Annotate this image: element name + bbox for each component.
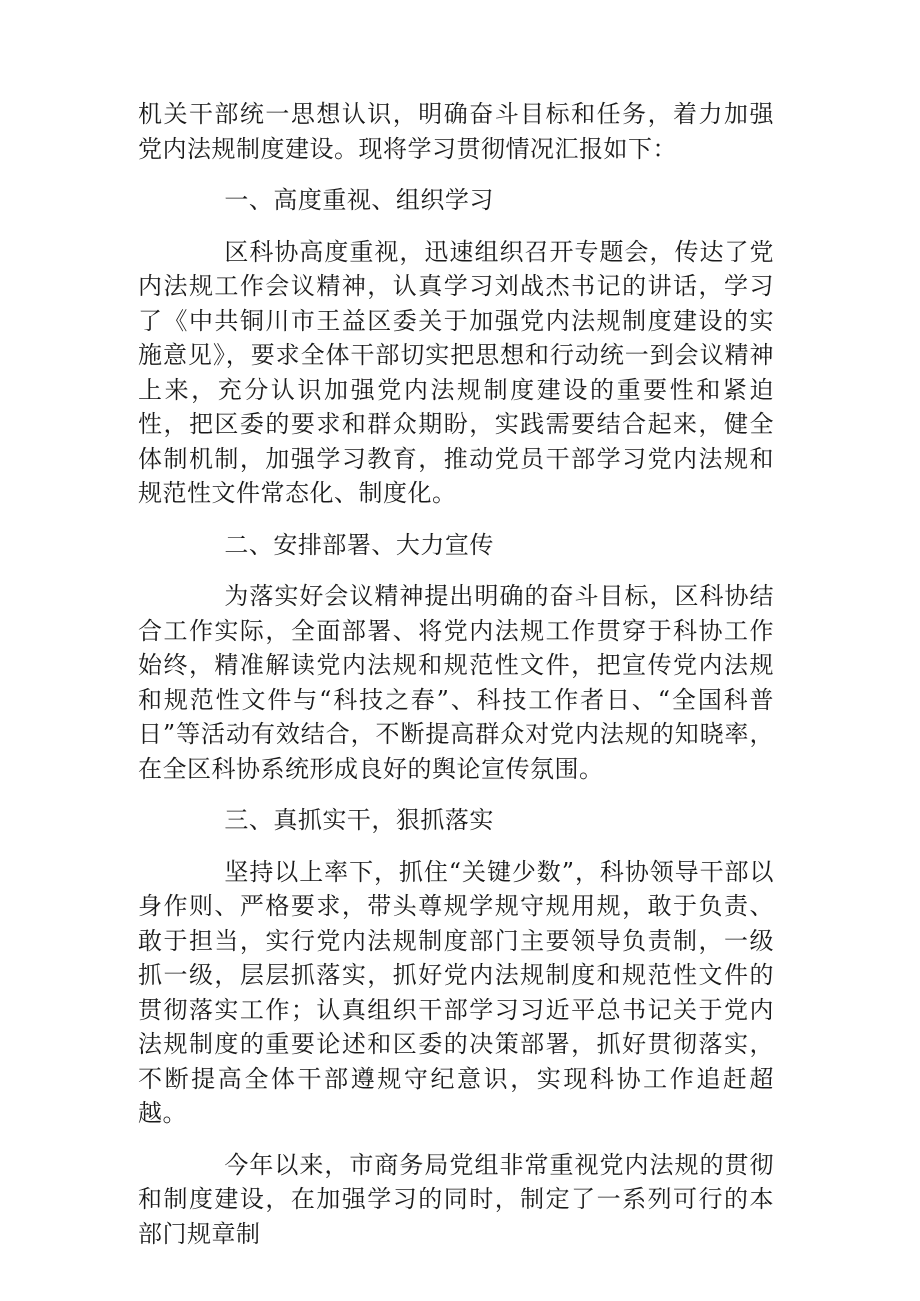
paragraph-section-3: 坚持以上率下，抓住“关键少数”，科协领导干部以身作则、严格要求，带头尊规学规守规用规，敢于负责、敢于担当，实行党内法规制度部门主要领导负责制，一级抓一级，层层抓落实，抓好党内法规制度和规范性文件的贯彻落实工作；认真组织干部学习习近平总书记关于党内法规制度的重要论述和区委的决策部署，抓好贯彻落实，不断提高全体干部遵规守纪意识，实现科协工作追赶超越。 [138,857,774,1127]
paragraph-section-2: 为落实好会议精神提出明确的奋斗目标，区科协结合工作实际，全面部署、将党内法规工作贯穿于科协工作始终，精准解读党内法规和规范性文件，把宣传党内法规和规范性文件与“科技之春”、科技工作者日、“全国科普日”等活动有效结合，不断提高群众对党内法规的知晓率，在全区科协系统形成良好的舆论宣传氛围。 [138,582,774,783]
section-heading-2: 二、安排部署、大力宣传 [224,530,494,559]
spacer [138,218,774,235]
section-heading-1: 一、高度重视、组织学习 [224,186,494,214]
spacer [138,838,774,855]
spacer [138,562,774,579]
spacer [138,786,774,803]
spacer [138,1131,774,1148]
document-body [138,97,774,1251]
paragraph-section-1: 区科协高度重视，迅速组织召开专题会，传达了党内法规工作会议精神，认真学习刘战杰书记的讲话，学习了《中共铜川市王益区委关于加强党内法规制度建设的实施意见》，要求全体干部切实把思想和行动统一到会议精神上来，充分认识加强党内法规制度建设的重要性和紧迫性，把区委的要求和群众期盼，实践需要结合起来，健全体制机制，加强学习教育，推动党员干部学习党内法规和规范性文件常态化、制度化。 [138,237,774,507]
section-heading-3: 三、真抓实干，狠抓落实 [224,806,494,834]
spacer [138,166,774,183]
spacer [138,511,774,528]
paragraph-closing: 今年以来，市商务局党组非常重视党内法规的贯彻和制度建设，在加强学习的同时，制定了一系列可行的本部门规章制 [138,1150,774,1248]
paragraph-intro: 机关干部统一思想认识，明确奋斗目标和任务，着力加强党内法规制度建设。现将学习贯彻情况汇报如下： [138,100,774,163]
